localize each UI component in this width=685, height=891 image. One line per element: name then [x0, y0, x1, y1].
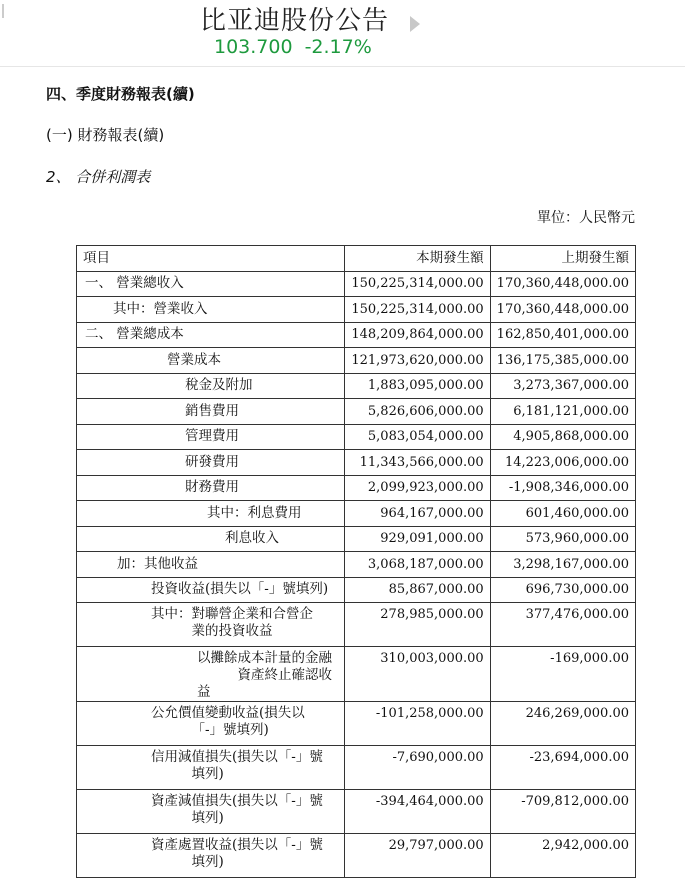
row-label	[77, 373, 345, 399]
row-label-text: 其中：利息費用	[207, 504, 302, 521]
row-label	[77, 526, 345, 552]
row-label	[77, 475, 345, 501]
previous-period-value: 136,175,385,000.00	[490, 348, 635, 374]
previous-period-value: 162,850,401,000.00	[490, 322, 635, 348]
table-row	[77, 577, 636, 603]
table-row	[77, 603, 636, 647]
previous-period-value: 573,960,000.00	[490, 526, 635, 552]
previous-period-value: -23,694,000.00	[490, 746, 635, 790]
row-label	[77, 424, 345, 450]
row-label	[77, 746, 345, 790]
row-label-text: 管理費用	[185, 428, 239, 445]
row-label	[77, 552, 345, 578]
table-row	[77, 450, 636, 476]
table-row	[77, 834, 636, 878]
table-row	[77, 271, 636, 297]
current-period-value: 278,985,000.00	[345, 603, 490, 647]
row-label	[77, 577, 345, 603]
row-label-text-cont: 填列)	[191, 810, 224, 826]
row-label-text-cont: 業的投資收益	[191, 623, 273, 639]
previous-period-value: 2,942,000.00	[490, 834, 635, 878]
table-row	[77, 322, 636, 348]
table-row	[77, 790, 636, 834]
table-row	[77, 297, 636, 323]
current-period-value: 964,167,000.00	[345, 501, 490, 527]
table-row	[77, 526, 636, 552]
current-period-value: -101,258,000.00	[345, 702, 490, 746]
previous-period-value: 170,360,448,000.00	[490, 297, 635, 323]
row-label	[77, 297, 345, 323]
column-header-previous: 上期發生額	[490, 246, 635, 272]
row-label	[77, 450, 345, 476]
row-label-text: 稅金及附加	[185, 377, 253, 394]
row-label	[77, 647, 345, 702]
row-label-text: 利息收入	[225, 530, 279, 547]
income-statement-table	[76, 245, 636, 878]
row-label	[77, 399, 345, 425]
table-row	[77, 348, 636, 374]
page-title: 比亚迪股份公告	[200, 6, 390, 36]
current-period-value: -394,464,000.00	[345, 790, 490, 834]
row-label-text: 加：其他收益	[117, 555, 198, 572]
row-label-text: 其中：營業收入	[113, 300, 208, 317]
back-icon[interactable]	[2, 4, 12, 18]
row-label-text: 資產處置收益(損失以「-」號	[151, 837, 323, 853]
previous-period-value: 246,269,000.00	[490, 702, 635, 746]
current-period-value: 2,099,923,000.00	[345, 475, 490, 501]
current-period-value: 121,973,620,000.00	[345, 348, 490, 374]
previous-period-value: -1,908,346,000.00	[490, 475, 635, 501]
stock-price: 103.700	[214, 36, 293, 58]
row-label-text: 信用減值損失(損失以「-」號	[151, 749, 323, 765]
row-label-text: 財務費用	[185, 479, 239, 496]
current-period-value: 5,826,606,000.00	[345, 399, 490, 425]
table-row	[77, 746, 636, 790]
table-row	[77, 475, 636, 501]
row-label-text: 二、 營業總成本	[85, 326, 184, 343]
row-label	[77, 271, 345, 297]
table-row	[77, 647, 636, 702]
current-period-value: 310,003,000.00	[345, 647, 490, 702]
current-period-value: 29,797,000.00	[345, 834, 490, 878]
current-period-value: -7,690,000.00	[345, 746, 490, 790]
row-label-text-cont: 填列)	[191, 854, 224, 870]
table-row	[77, 501, 636, 527]
row-label-text: 一、 營業總收入	[85, 275, 184, 292]
currency-unit: 單位：人民幣元	[537, 210, 635, 226]
column-header-current: 本期發生額	[345, 246, 490, 272]
row-label-text: 銷售費用	[185, 402, 239, 419]
current-period-value: 929,091,000.00	[345, 526, 490, 552]
row-label-text-cont: 「-」號填列)	[191, 722, 269, 738]
row-label-text: 公允價值變動收益(損失以	[151, 705, 305, 721]
previous-period-value: 14,223,006,000.00	[490, 450, 635, 476]
current-period-value: 5,083,054,000.00	[345, 424, 490, 450]
previous-period-value: 696,730,000.00	[490, 577, 635, 603]
row-label-text: 資產減值損失(損失以「-」號	[151, 793, 323, 809]
section-heading: 四、季度財務報表(續)	[46, 85, 195, 103]
table-row	[77, 399, 636, 425]
column-header-item: 項目	[77, 246, 345, 272]
row-label	[77, 322, 345, 348]
current-period-value: 3,068,187,000.00	[345, 552, 490, 578]
previous-period-value: -169,000.00	[490, 647, 635, 702]
row-label	[77, 501, 345, 527]
app-header	[0, 0, 685, 67]
row-label	[77, 834, 345, 878]
table-row	[77, 552, 636, 578]
row-label-text: 其中：對聯營企業和合營企	[151, 606, 313, 622]
statement-heading: 2、 合併利潤表	[46, 168, 151, 186]
table-row	[77, 373, 636, 399]
row-label	[77, 702, 345, 746]
row-label-text: 研發費用	[185, 453, 239, 470]
previous-period-value: 601,460,000.00	[490, 501, 635, 527]
table-row	[77, 424, 636, 450]
current-period-value: 85,867,000.00	[345, 577, 490, 603]
previous-period-value: 3,273,367,000.00	[490, 373, 635, 399]
row-label-text-cont: 資產終止確認收益	[197, 667, 332, 700]
current-period-value: 11,343,566,000.00	[345, 450, 490, 476]
current-period-value: 150,225,314,000.00	[345, 271, 490, 297]
row-label	[77, 348, 345, 374]
subsection-heading: (一) 財務報表(續)	[46, 126, 165, 144]
current-period-value: 1,883,095,000.00	[345, 373, 490, 399]
previous-period-value: 4,905,868,000.00	[490, 424, 635, 450]
current-period-value: 150,225,314,000.00	[345, 297, 490, 323]
previous-period-value: 6,181,121,000.00	[490, 399, 635, 425]
table-header-row	[77, 246, 636, 272]
previous-period-value: -709,812,000.00	[490, 790, 635, 834]
current-period-value: 148,209,864,000.00	[345, 322, 490, 348]
row-label-text: 以攤餘成本計量的金融	[197, 650, 332, 666]
row-label	[77, 603, 345, 647]
previous-period-value: 3,298,167,000.00	[490, 552, 635, 578]
row-label	[77, 790, 345, 834]
previous-period-value: 377,476,000.00	[490, 603, 635, 647]
previous-period-value: 170,360,448,000.00	[490, 271, 635, 297]
stock-quote	[214, 36, 372, 58]
row-label-text-cont: 填列)	[191, 766, 224, 782]
row-label-text: 營業成本	[167, 351, 221, 368]
play-icon[interactable]	[410, 16, 420, 32]
table-row	[77, 702, 636, 746]
stock-change: -2.17%	[304, 36, 372, 58]
row-label-text: 投資收益(損失以「-」號填列)	[151, 581, 329, 598]
